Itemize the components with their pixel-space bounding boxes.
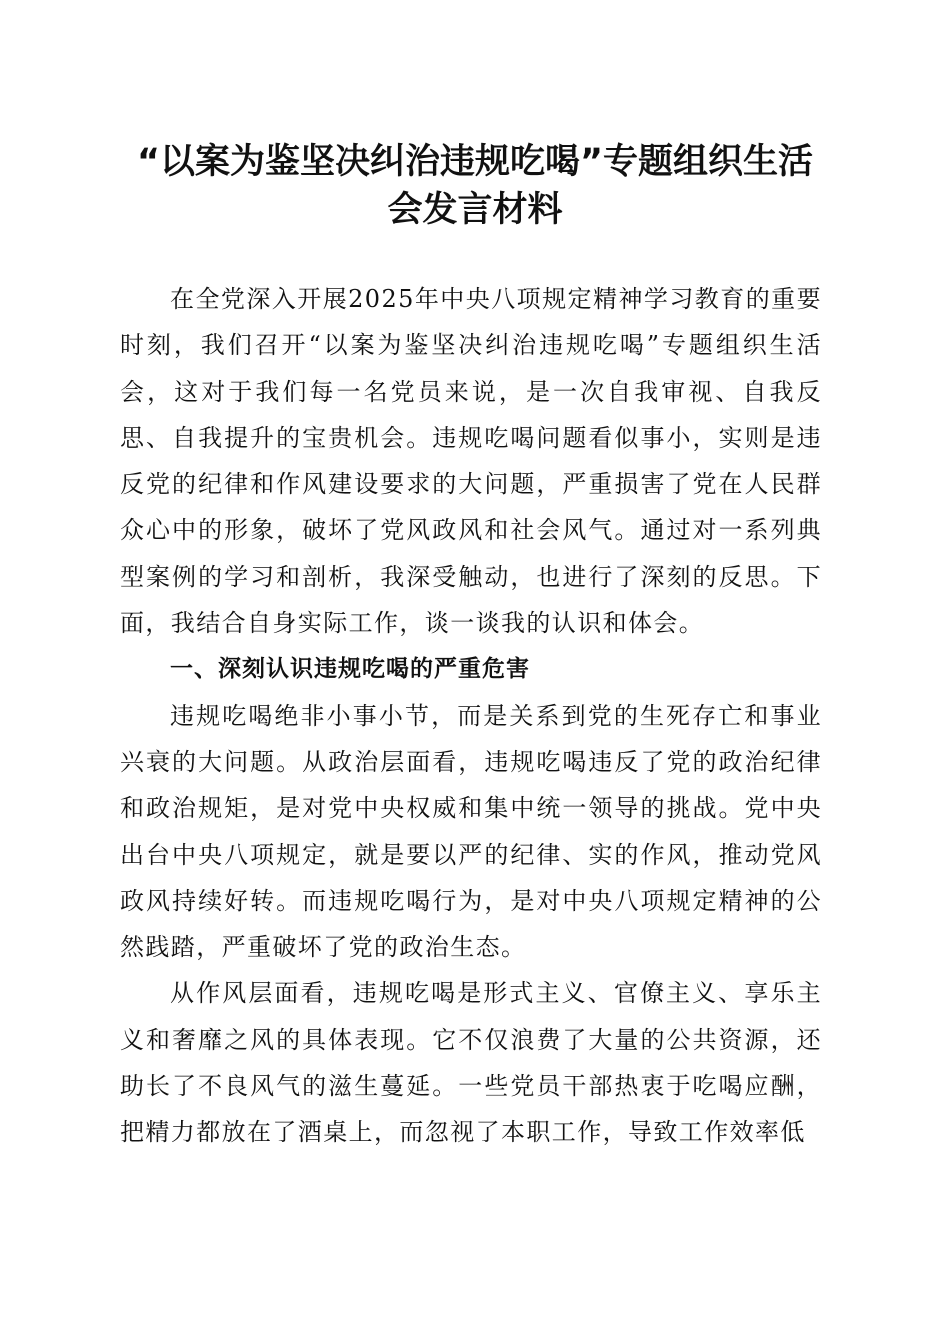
intro-paragraph: 在全党深入开展2025年中央八项规定精神学习教育的重要时刻，我们召开“以案为鉴坚决纠治违规吃喝”专题组织生活会，这对于我们每一名党员来说，是一次自我审视、自我反思、自我提升的宝贵机会。违规吃喝问题看似事小，实则是违反党的纪律和作风建设要求的大问题，严重损害了党在人民群众心中的形象，破坏了党风政风和社会风气。通过对一系列典型案例的学习和剖析，我深受触动，也进行了深刻的反思。下面，我结合自身实际工作，谈一谈我的认识和体会。 xyxy=(120,285,822,638)
title-line-1: “以案为鉴坚决纠治违规吃喝”专题组织生活 xyxy=(136,142,813,182)
section-heading: 一、深刻认识违规吃喝的严重危害 xyxy=(170,656,530,683)
body-paragraph-political: 违规吃喝绝非小事小节，而是关系到党的生死存亡和事业兴衰的大问题。从政治层面看，违规吃喝违反了党的政治纪律和政治规矩，是对党中央权威和集中统一领导的挑战。党中央出台中央八项规定，就是要以严的纪律、实的作风，推动党风政风持续好转。而违规吃喝行为，是对中央八项规定精神的公然践踏，严重破坏了党的政治生态。 xyxy=(120,701,822,962)
document-title xyxy=(100,138,850,234)
document-body xyxy=(120,276,822,1156)
title-line-2: 会发言材料 xyxy=(387,190,563,230)
body-paragraph-style: 从作风层面看，违规吃喝是形式主义、官僚主义、享乐主义和奢靡之风的具体表现。它不仅浪费了大量的公共资源，还助长了不良风气的滋生蔓延。一些党员干部热衷于吃喝应酬，把精力都放在了酒桌上，而忽视了本职工作，导致工作效率低 xyxy=(120,979,822,1147)
